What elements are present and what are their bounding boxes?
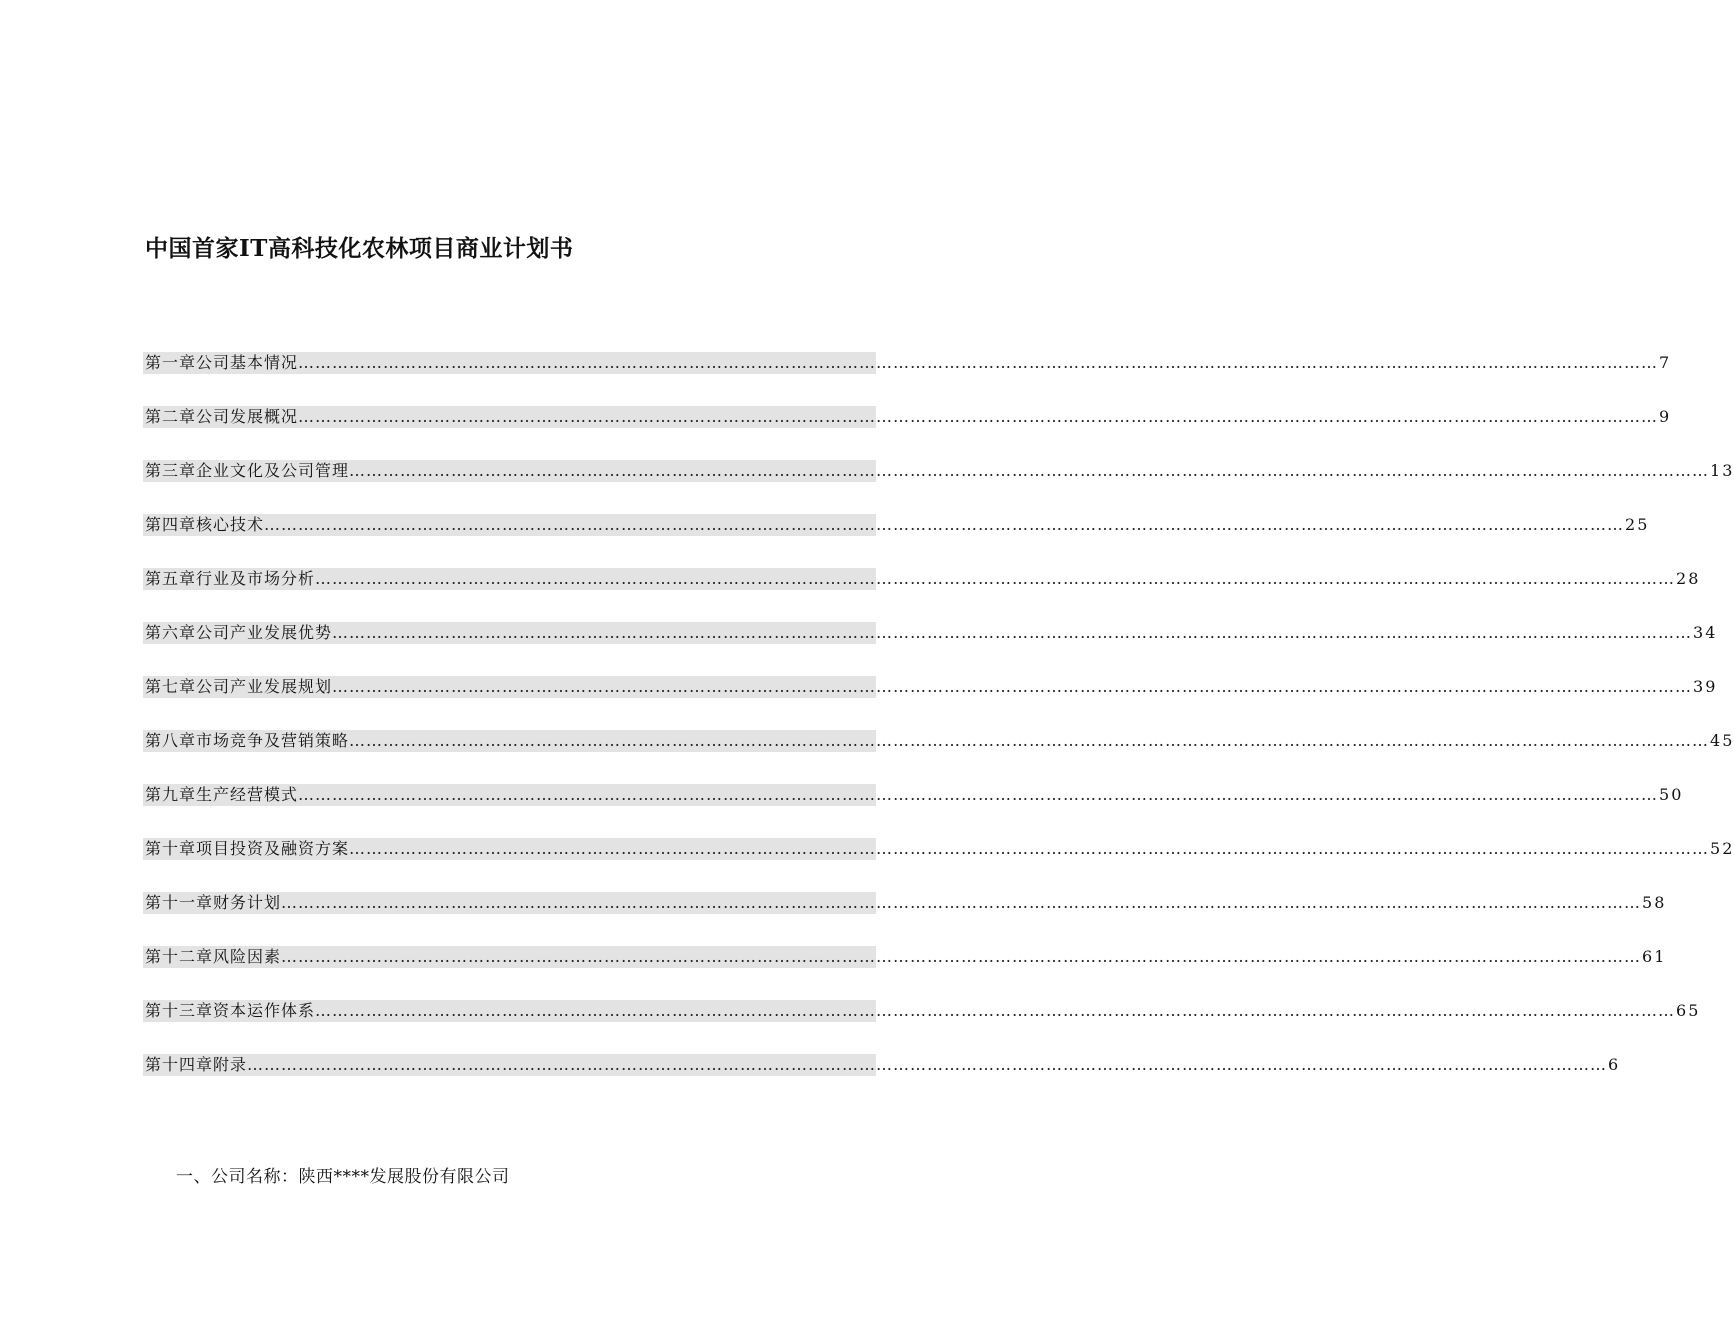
toc-chapter-title: 项目投资及融资方案	[196, 839, 350, 858]
toc-chapter-number: 第二章	[145, 407, 197, 426]
toc-page-number: 7	[1659, 353, 1672, 372]
toc-dot-leader: ……………………………………………………………………………………………………………………………………………………………………………………………………………………	[315, 1001, 1676, 1020]
toc-chapter-number: 第九章	[145, 785, 197, 804]
toc-page-number: 25	[1625, 515, 1650, 534]
toc-chapter-title: 公司基本情况	[196, 353, 299, 372]
toc-dot-leader: ……………………………………………………………………………………………………………………………………………………………………………………………………………………	[298, 353, 1659, 372]
toc-chapter-number: 第八章	[145, 731, 197, 750]
document-title: 中国首家IT高科技化农林项目商业计划书	[145, 235, 574, 262]
toc-dot-leader: ……………………………………………………………………………………………………………………………………………………………………………………………………………………	[247, 1055, 1608, 1074]
toc-page-number: 39	[1693, 677, 1718, 696]
toc-chapter-number: 第十四章	[145, 1055, 214, 1074]
toc-page-number: 45	[1710, 731, 1734, 750]
toc-page-number: 61	[1642, 947, 1667, 966]
toc-chapter-title: 行业及市场分析	[196, 569, 316, 588]
toc-dot-leader: ……………………………………………………………………………………………………………………………………………………………………………………………………………………	[332, 677, 1693, 696]
toc-page-number: 58	[1642, 893, 1667, 912]
toc-dot-leader: ……………………………………………………………………………………………………………………………………………………………………………………………………………………	[264, 515, 1625, 534]
toc-entry[interactable]	[143, 676, 1718, 698]
toc-chapter-title: 核心技术	[196, 515, 265, 534]
toc-page-number: 13	[1710, 461, 1734, 480]
toc-chapter-title: 附录	[213, 1055, 248, 1074]
toc-page-number: 65	[1676, 1001, 1701, 1020]
toc-entry[interactable]	[143, 514, 1650, 536]
toc-page-number: 34	[1693, 623, 1718, 642]
toc-dot-leader: ……………………………………………………………………………………………………………………………………………………………………………………………………………………	[281, 893, 1642, 912]
toc-chapter-title: 风险因素	[213, 947, 282, 966]
toc-chapter-number: 第七章	[145, 677, 197, 696]
toc-entry[interactable]	[143, 1054, 1621, 1076]
toc-entry[interactable]	[143, 892, 1667, 914]
toc-dot-leader: ……………………………………………………………………………………………………………………………………………………………………………………………………………………	[349, 839, 1710, 858]
toc-dot-leader: ……………………………………………………………………………………………………………………………………………………………………………………………………………………	[298, 785, 1659, 804]
toc-chapter-number: 第五章	[145, 569, 197, 588]
toc-entry[interactable]	[143, 568, 1701, 590]
toc-chapter-title: 企业文化及公司管理	[196, 461, 350, 480]
toc-page-number: 6	[1608, 1055, 1621, 1074]
toc-chapter-number: 第十一章	[145, 893, 214, 912]
toc-chapter-title: 公司产业发展优势	[196, 623, 333, 642]
toc-chapter-title: 资本运作体系	[213, 1001, 316, 1020]
toc-chapter-title: 市场竞争及营销策略	[196, 731, 350, 750]
toc-chapter-number: 第一章	[145, 353, 197, 372]
toc-page-number: 52	[1710, 839, 1734, 858]
toc-entry[interactable]	[143, 838, 1734, 860]
toc-entry[interactable]	[143, 352, 1672, 374]
toc-entry[interactable]	[143, 1000, 1701, 1022]
toc-chapter-number: 第四章	[145, 515, 197, 534]
toc-dot-leader: ……………………………………………………………………………………………………………………………………………………………………………………………………………………	[332, 623, 1693, 642]
toc-chapter-number: 第十章	[145, 839, 197, 858]
toc-page-number: 50	[1659, 785, 1684, 804]
toc-dot-leader: ……………………………………………………………………………………………………………………………………………………………………………………………………………………	[315, 569, 1676, 588]
toc-chapter-title: 财务计划	[213, 893, 282, 912]
toc-chapter-number: 第十二章	[145, 947, 214, 966]
toc-chapter-title: 公司产业发展规划	[196, 677, 333, 696]
toc-dot-leader: ……………………………………………………………………………………………………………………………………………………………………………………………………………………	[298, 407, 1659, 426]
company-name-line: 一、公司名称：陕西****发展股份有限公司	[176, 1167, 510, 1187]
toc-entry[interactable]	[143, 460, 1734, 482]
toc-chapter-number: 第三章	[145, 461, 197, 480]
toc-entry[interactable]	[143, 730, 1734, 752]
toc-chapter-number: 第十三章	[145, 1001, 214, 1020]
toc-chapter-title: 生产经营模式	[196, 785, 299, 804]
toc-page-number: 28	[1676, 569, 1701, 588]
toc-page-number: 9	[1659, 407, 1672, 426]
toc-dot-leader: ……………………………………………………………………………………………………………………………………………………………………………………………………………………	[349, 461, 1710, 480]
toc-entry[interactable]	[143, 406, 1672, 428]
toc-chapter-title: 公司发展概况	[196, 407, 299, 426]
toc-entry[interactable]	[143, 784, 1684, 806]
toc-entry[interactable]	[143, 622, 1718, 644]
toc-entry[interactable]	[143, 946, 1667, 968]
toc-chapter-number: 第六章	[145, 623, 197, 642]
toc-dot-leader: ……………………………………………………………………………………………………………………………………………………………………………………………………………………	[349, 731, 1710, 750]
toc-dot-leader: ……………………………………………………………………………………………………………………………………………………………………………………………………………………	[281, 947, 1642, 966]
